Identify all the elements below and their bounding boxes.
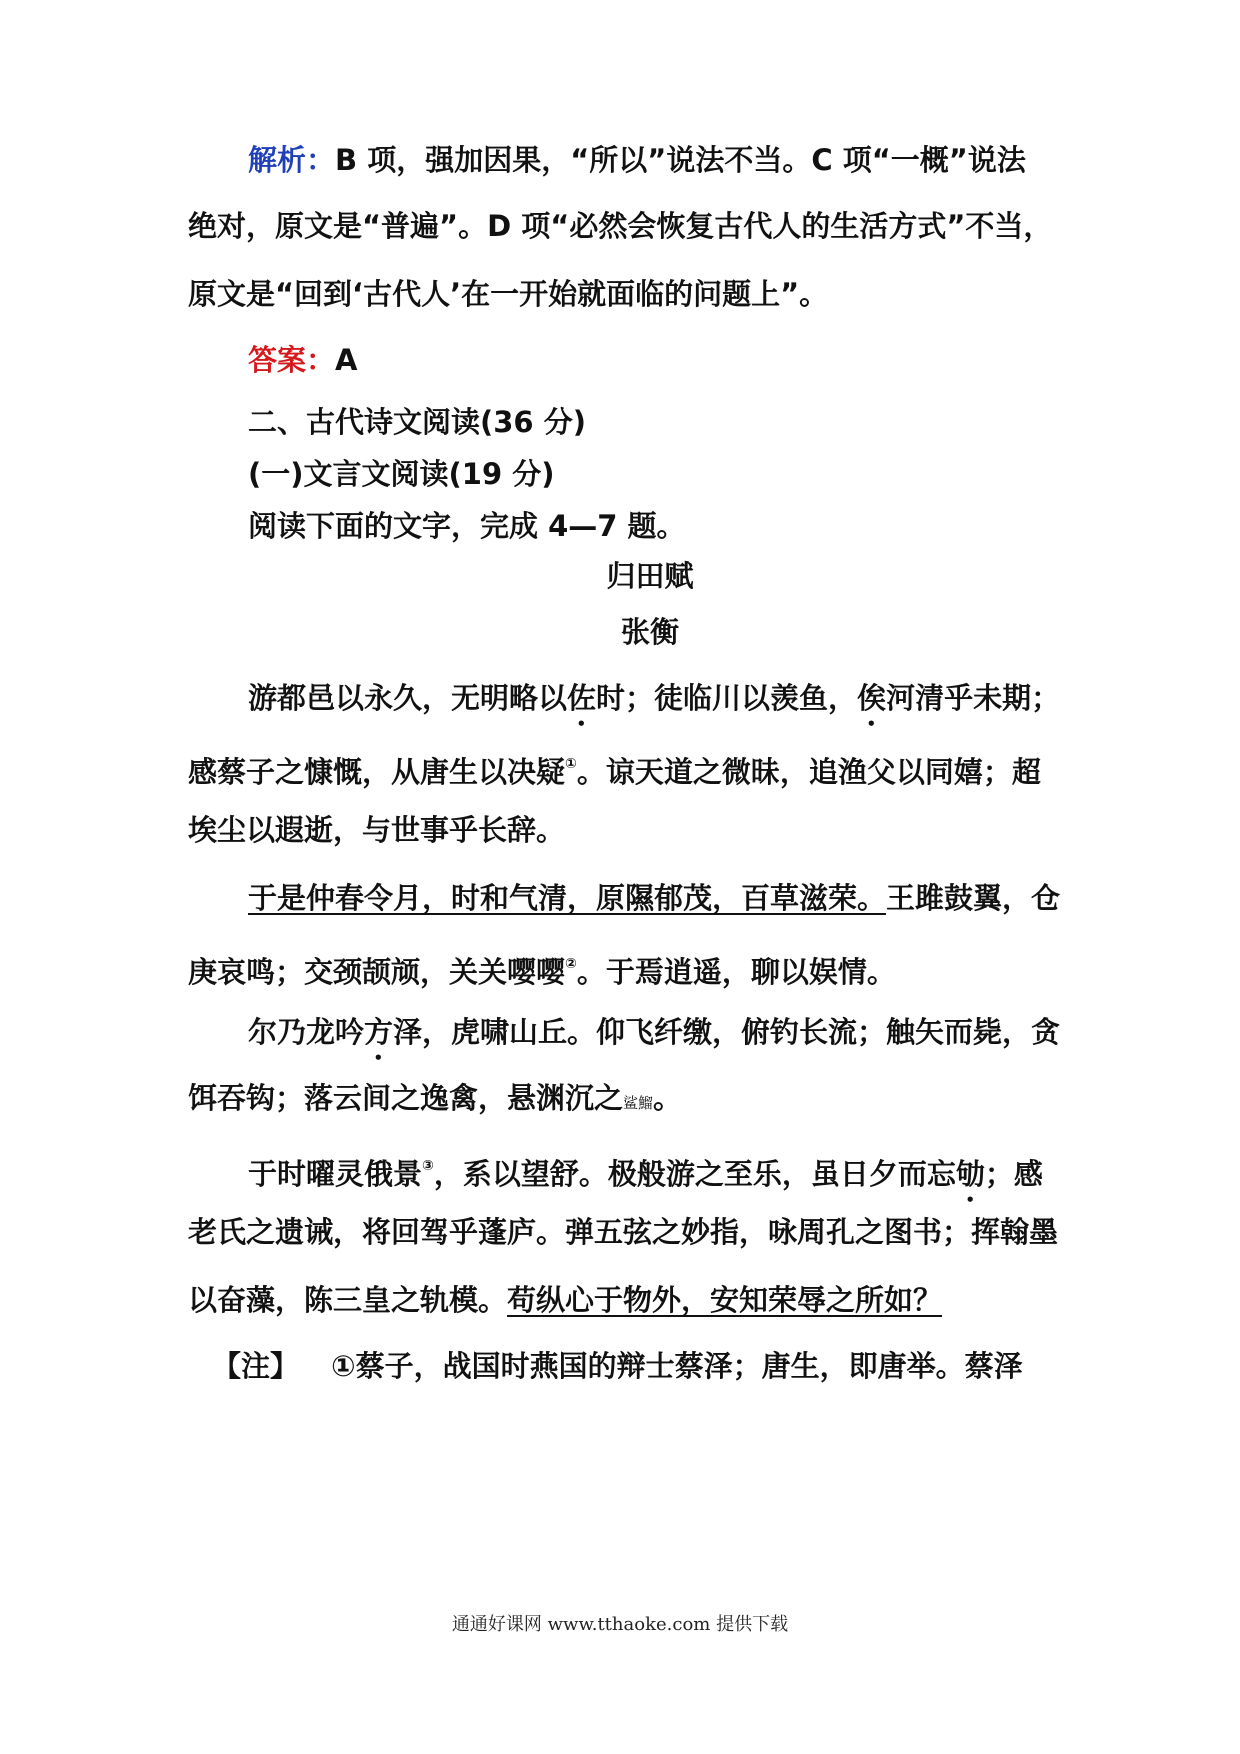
paragraph-1-line-1: [248, 678, 1118, 733]
dotted-char: 劬: [955, 1157, 985, 1191]
section-instruction: 阅读下面的文字，完成 4—7 题。: [248, 509, 686, 543]
poem-title: 归田赋: [606, 559, 694, 593]
paragraph-1-line-3: 埃尘以遐逝，与世事乎长辞。: [188, 813, 566, 847]
poem-author: 张衡: [620, 615, 679, 649]
text-span: 饵吞钩；落云间之逸禽，悬渊沉之: [188, 1081, 624, 1115]
text-span: 以奋藻，陈三皇之轨模。: [188, 1283, 508, 1317]
footnote-marker: ②: [565, 956, 577, 972]
text-span: 于时曜灵俄景: [248, 1157, 423, 1191]
answer-line: [248, 340, 1118, 380]
footnote-marker: ③: [422, 1158, 434, 1174]
answer-label: 答案：: [248, 343, 336, 377]
paragraph-3-line-1: [248, 1012, 1118, 1067]
paragraph-4-line-2: 老氏之遗诫，将回驾乎蓬庐。弹五弦之妙指，咏周孔之图书；挥翰墨: [188, 1215, 1059, 1249]
small-glyphs: 鲨鰡: [623, 1094, 654, 1112]
footnote-marker: ①: [565, 756, 577, 772]
text-span: 感蔡子之慷慨，从唐生以决疑: [188, 755, 566, 789]
underlined-sentence: 于是仲春令月，时和气清，原隰郁茂，百草滋荣。: [248, 881, 887, 915]
paragraph-2-line-2: [188, 944, 1058, 992]
text-span: ；感: [984, 1157, 1043, 1191]
paragraph-3-line-2: [188, 1078, 1058, 1123]
analysis-line-1: [248, 140, 1118, 180]
paragraph-1-line-2: [188, 744, 1058, 792]
analysis-line-2: 绝对，原文是“普遍”。D 项“必然会恢复古代人的生活方式”不当，: [188, 209, 1053, 243]
text-span: 。于焉逍遥，聊以娱情。: [576, 955, 896, 989]
section-heading: 二、古代诗文阅读(36 分): [248, 405, 586, 439]
text-span: 河清乎未期；: [886, 681, 1061, 715]
text-span: 时；徒临川以羡鱼，: [596, 681, 858, 715]
analysis-label: 解析：: [248, 143, 336, 177]
text-span: 王雎鼓翼，仓: [886, 881, 1061, 915]
note-label: 【注】: [212, 1349, 300, 1383]
text-span: 。谅天道之微昧，追渔父以同嬉；超: [576, 755, 1041, 789]
section-subheading: (一)文言文阅读(19 分): [248, 457, 555, 491]
text-span: 尔乃龙吟: [248, 1015, 365, 1049]
paragraph-2-line-1: [248, 878, 1118, 918]
text-span: 泽，虎啸山丘。仰飞纤缴，俯钓长流；触矢而毙，贪: [393, 1015, 1061, 1049]
page-footer: 通通好课网 www.tthaoke.com 提供下载: [451, 1614, 789, 1635]
analysis-text-1: B 项，强加因果，“所以”说法不当。C 项“一概”说法: [335, 143, 1026, 177]
answer-value: A: [335, 343, 358, 377]
dotted-char: 俟: [857, 681, 887, 715]
analysis-line-3: 原文是“回到‘古代人’在一开始就面临的问题上”。: [188, 277, 829, 311]
text-span: ，系以望舒。极般游之至乐，虽日夕而忘: [433, 1157, 956, 1191]
underlined-sentence: 苟纵心于物外，安知荣辱之所如？: [507, 1283, 943, 1317]
dotted-char: 佐: [567, 681, 597, 715]
note-text: ①蔡子，战国时燕国的辩士蔡泽；唐生，即唐举。蔡泽: [331, 1349, 1023, 1383]
note-line: [212, 1346, 1082, 1386]
paragraph-4-line-3: [188, 1280, 1058, 1320]
text-span: 庚哀鸣；交颈颉颃，关关嘤嘤: [188, 955, 566, 989]
paragraph-4-line-1: [248, 1146, 1118, 1209]
text-span: 游都邑以永久，无明略以: [248, 681, 568, 715]
text-span: 。: [653, 1081, 683, 1115]
dotted-char: 方: [364, 1015, 394, 1049]
